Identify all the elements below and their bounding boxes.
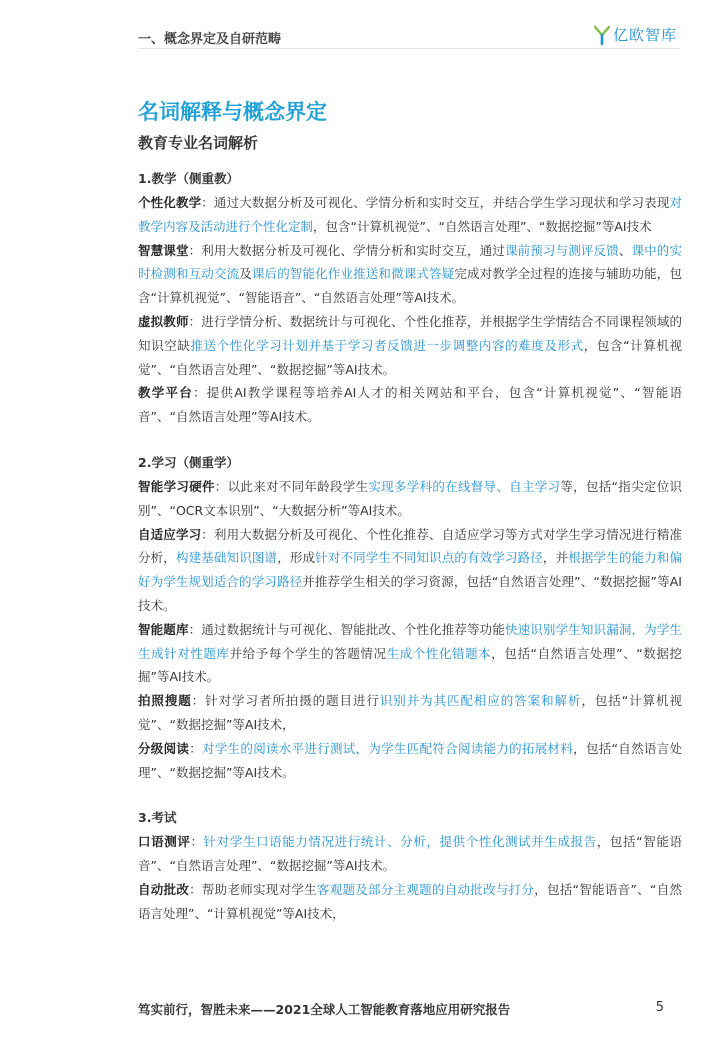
- entry-text: 、: [618, 242, 632, 258]
- highlighted-text: 客观题及部分主观题的自动批改与打分: [316, 881, 535, 897]
- highlighted-text: 课后的智能化作业推送和微课式答疑: [251, 266, 455, 282]
- glossary-entry: [138, 878, 682, 926]
- entry-text: ：通过大数据分析及可视化、学情分析和实时交互，并结合学生学习现状和学习表现: [201, 195, 670, 210]
- entry-text: ，包含“计算机视觉”、“自然语言处理”、“数据挖掘”等AI技术。: [138, 337, 682, 377]
- entry-text: 及: [239, 266, 252, 282]
- chapter-title: 一、概念界定及自研范畴: [138, 32, 282, 47]
- glossary-entry: [138, 737, 682, 785]
- section-title: 名词解释与概念界定: [138, 100, 327, 124]
- glossary-entry: [138, 618, 682, 689]
- entry-term: 口语测评: [138, 834, 191, 850]
- entry-text: 等，包括“指尖定位识别”、“OCR文本识别”、“大数据分析”等AI技术。: [138, 478, 682, 518]
- entry-term: 教学平台: [138, 385, 194, 401]
- glossary-entry: [138, 191, 682, 239]
- entry-term: 分级阅读: [138, 740, 190, 756]
- entry-text: ：利用大数据分析及可视化、学情分析和实时交互，通过: [188, 242, 505, 258]
- entry-text: ：进行学情分析、数据统计与可视化、个性化推荐，并根据学生学情结合不同课程领域的知识空缺: [138, 313, 682, 353]
- report-title: 笃实前行，智胜未来——2021全球人工智能教育落地应用研究报告: [138, 1002, 511, 1017]
- entry-text: ：帮助老师实现对学生: [189, 881, 317, 897]
- highlighted-text: 对学生的阅读水平进行测试，为学生匹配符合阅读能力的拓展材料: [202, 740, 574, 756]
- highlighted-text: 生成个性化错题本: [386, 645, 492, 661]
- entry-text: ，包括“智能语音”、“自然语言处理”、“数据挖掘”等AI技术。: [138, 834, 682, 874]
- entry-term: 虚拟教师: [138, 313, 189, 329]
- entry-text: ：通过数据统计与可视化、智能批改、个性化推荐等功能: [188, 621, 505, 637]
- entry-text: 并给予每个学生的答题情况: [229, 645, 387, 661]
- brand-logo: [594, 24, 677, 45]
- highlighted-text: 课前预习与测评反馈: [504, 242, 619, 258]
- entry-term: 智慧课堂: [138, 242, 189, 258]
- entry-text: ，形成: [277, 550, 316, 566]
- entry-term: 个性化教学: [138, 195, 202, 210]
- page-number: 5: [655, 1000, 664, 1015]
- glossary-groups: [138, 167, 682, 926]
- subsection-title: 教育专业名词解析: [138, 134, 259, 152]
- highlighted-text: 针对不同学生不同知识点的有效学习路径: [315, 550, 543, 566]
- highlighted-text: 构建基础知识图谱: [175, 550, 278, 566]
- highlighted-text: 课中的实时检测和互动交流: [138, 242, 682, 282]
- entry-text: ：针对学习者所拍摄的题目进行: [191, 693, 380, 709]
- glossary-entry: [138, 381, 682, 429]
- main-content: [138, 98, 682, 926]
- entry-text: ，包括“自然语言处理”、“数据挖掘”等AI技术。: [138, 740, 682, 780]
- entry-text: ：: [190, 834, 204, 850]
- yiou-logo-icon: [594, 25, 610, 45]
- entry-term: 智能题库: [138, 621, 189, 637]
- group-heading: 1.教学（侧重教）: [138, 171, 239, 186]
- glossary-entry: [138, 523, 682, 618]
- glossary-group: [138, 806, 682, 925]
- group-heading: 3.考试: [138, 810, 177, 826]
- glossary-entry: [138, 310, 682, 381]
- entry-text: ：以此来对不同年龄段学生: [214, 478, 369, 494]
- glossary-group: [138, 451, 682, 784]
- entry-text: ：: [189, 740, 203, 756]
- entry-text: ，包括“计算机视觉”、“数据挖掘”等AI技术，: [138, 693, 682, 732]
- highlighted-text: 针对学生口语能力情况进行统计、分析，提供个性化测试并生成报告: [203, 834, 597, 850]
- entry-term: 自适应学习: [138, 526, 202, 542]
- entry-text: ，包括“智能语音”、“自然语言处理”、“计算机视觉”等AI技术，: [138, 881, 682, 921]
- logo-text: 亿欧智库: [613, 26, 678, 44]
- entry-term: 拍照搜题: [138, 693, 192, 709]
- highlighted-text: 推送个性化学习计划并基于学习者反馈进一步调整内容的难度及形式: [190, 337, 584, 353]
- glossary-entry: [138, 239, 682, 310]
- entry-text: ，并: [542, 550, 569, 566]
- entry-term: 自动批改: [138, 881, 190, 897]
- glossary-entry: [138, 475, 682, 523]
- highlighted-text: 根据学生的能力和偏好为学生规划适合的学习路径: [138, 550, 682, 590]
- highlighted-text: 识别并为其匹配相应的答案和解析: [379, 693, 582, 709]
- entry-text: 并推荐学生相关的学习资源，包括“自然语言处理”、“数据挖掘”等AI技术。: [138, 574, 682, 613]
- glossary-group: [138, 167, 682, 429]
- entry-text: ：提供AI教学课程等培养AI人才的相关网站和平台，包含“计算机视觉”、“智能语音”、“自然语言处理”等AI技术。: [138, 385, 682, 425]
- entry-text: ，包含“计算机视觉”、“自然语言处理”、“数据挖掘”等AI技术: [313, 218, 652, 234]
- highlighted-text: 对教学内容及活动进行个性化定制: [138, 195, 682, 234]
- highlighted-text: 实现多学科的在线督导、自主学习: [368, 478, 561, 494]
- glossary-entry: [138, 689, 682, 737]
- entry-text: 完成对教学全过程的连接与辅助功能，包含“计算机视觉”、“智能语音”、“自然语言处理”等AI技术。: [138, 266, 682, 306]
- entry-text: ，包括“自然语言处理”、“数据挖掘”等AI技术。: [138, 645, 682, 685]
- glossary-entry: [138, 830, 682, 878]
- highlighted-text: 快速识别学生知识漏洞，为学生生成针对性题库: [138, 621, 682, 661]
- header-divider: [138, 48, 680, 49]
- entry-term: 智能学习硬件: [138, 478, 215, 494]
- group-heading: 2.学习（侧重学）: [138, 454, 239, 470]
- entry-text: ：利用大数据分析及可视化、个性化推荐、自适应学习等方式对学生学习情况进行精准分析，: [138, 526, 682, 566]
